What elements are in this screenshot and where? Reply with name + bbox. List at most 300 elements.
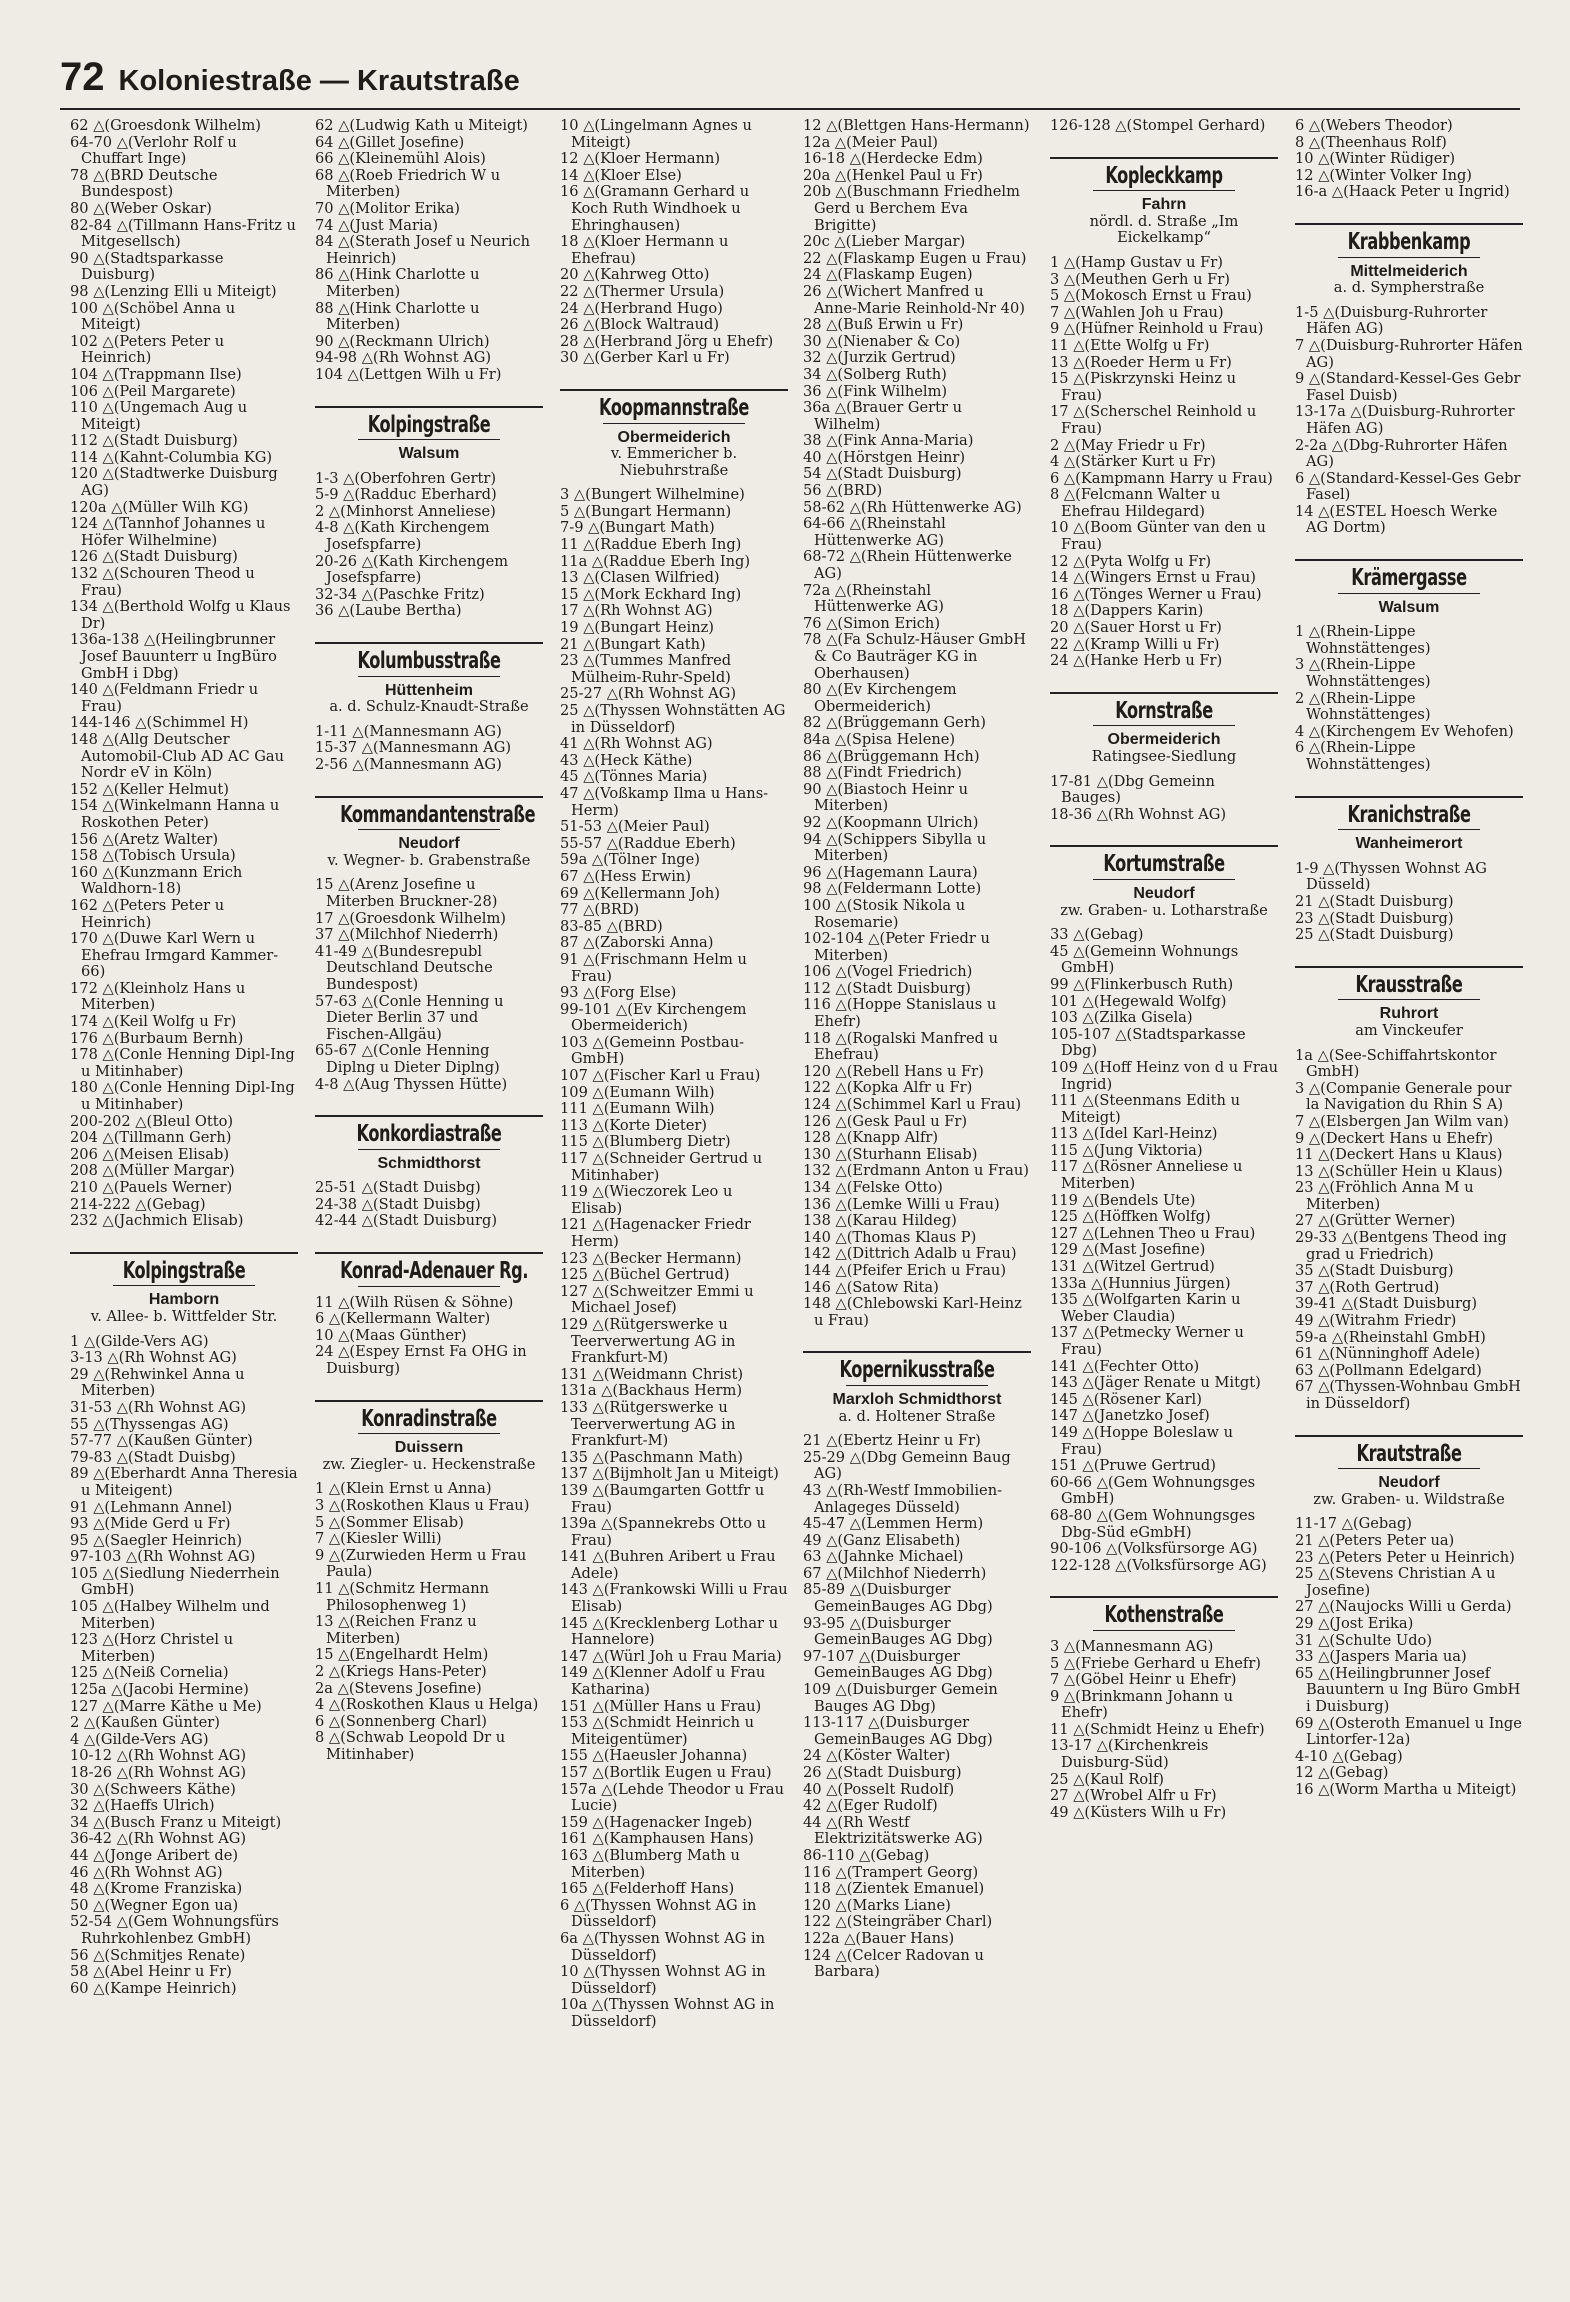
district-name: Obermeiderich bbox=[617, 428, 731, 446]
directory-entry: 69 △(Kellermann Joh) bbox=[560, 884, 720, 902]
directory-entry: 4 △(Roskothen Klaus u Helga) bbox=[315, 1696, 539, 1714]
directory-entry: 94 △(Schippers Sibylla u Miterben) bbox=[803, 830, 987, 865]
page-number: 72 bbox=[60, 55, 105, 99]
directory-entry: 1 △(Gilde-Vers AG) bbox=[70, 1332, 209, 1350]
directory-entry: 20b △(Buschmann Friedhelm Gerd u Berchem Eva Brigitte) bbox=[803, 183, 1020, 234]
directory-entry: 11 △(Ette Wolfg u Fr) bbox=[1050, 336, 1210, 354]
directory-entry: 204 △(Tillmann Gerh) bbox=[70, 1129, 232, 1147]
street-location: zw. Graben- u. Wildstraße bbox=[1313, 1490, 1505, 1508]
directory-entry: 2 △(Kriegs Hans-Peter) bbox=[315, 1662, 487, 1680]
directory-entry: 120a △(Müller Wilh KG) bbox=[70, 498, 249, 516]
directory-entry: 14 △(ESTEL Hoesch Werke AG Dortm) bbox=[1295, 502, 1498, 537]
title-underline bbox=[1093, 1630, 1234, 1631]
directory-entry: 13-17a △(Duisburg-Ruhrorter Häfen AG) bbox=[1295, 403, 1515, 437]
directory-entry: 11 △(Deckert Hans u Klaus) bbox=[1295, 1146, 1503, 1164]
directory-entry: 11-17 △(Gebag) bbox=[1295, 1515, 1412, 1533]
directory-entry: 137 △(Bijmholt Jan u Miteigt) bbox=[560, 1465, 779, 1483]
directory-entry: 135 △(Paschmann Math) bbox=[560, 1448, 743, 1466]
directory-entry: 2 △(May Friedr u Fr) bbox=[1050, 436, 1206, 454]
district-name: Neudorf bbox=[1378, 1474, 1440, 1492]
street-heading-block bbox=[315, 1115, 543, 1172]
directory-entry: 67 △(Hess Erwin) bbox=[560, 867, 691, 885]
directory-entry: 44 △(Rh Westf Elektrizitätswerke AG) bbox=[803, 1813, 983, 1848]
directory-entry: 67 △(Thyssen-Wohnbau GmbH in Düsseldorf) bbox=[1295, 1378, 1521, 1412]
directory-entry: 135 △(Wolfgarten Karin u Weber Claudia) bbox=[1050, 1291, 1241, 1325]
directory-entry: 12 △(Winter Volker Ing) bbox=[1295, 166, 1472, 184]
directory-entry: 32 △(Jurzik Gertrud) bbox=[803, 349, 956, 367]
directory-entry: 163 △(Blumberg Math u Miterben) bbox=[560, 1846, 740, 1881]
directory-entry: 85-89 △(Duisburger GemeinBauges AG Dbg) bbox=[803, 1581, 993, 1616]
directory-entry: 125a △(Jacobi Hermine) bbox=[70, 1681, 249, 1699]
directory-entry: 7 △(Kiesler Willi) bbox=[315, 1530, 442, 1548]
directory-entry: 5 △(Mokosch Ernst u Frau) bbox=[1050, 287, 1252, 305]
directory-entry: 36a △(Brauer Gertr u Wilhelm) bbox=[803, 399, 963, 433]
directory-entry: 51-53 △(Meier Paul) bbox=[560, 818, 710, 836]
directory-entry: 87 △(Zaborski Anna) bbox=[560, 934, 714, 952]
directory-entry: 84 △(Sterath Josef u Neurich Heinrich) bbox=[315, 233, 531, 267]
directory-entry: 26 △(Block Waltraud) bbox=[560, 316, 720, 334]
title-underline bbox=[1093, 725, 1234, 726]
directory-entry: 11 △(Wilh Rüsen & Söhne) bbox=[315, 1293, 514, 1311]
street-heading-block bbox=[315, 1252, 543, 1287]
directory-entry: 100 △(Schöbel Anna u Miteigt) bbox=[70, 299, 236, 334]
directory-entry: 65-67 △(Conle Henning Diplng u Dieter Diplng) bbox=[315, 1042, 500, 1076]
directory-entry: 132 △(Erdmann Anton u Frau) bbox=[803, 1162, 1029, 1180]
district-name: Neudorf bbox=[398, 835, 460, 853]
directory-entry: 58 △(Abel Heinr u Fr) bbox=[70, 1963, 232, 1981]
section-rule bbox=[1295, 1435, 1523, 1437]
directory-entry: 141 △(Fechter Otto) bbox=[1050, 1357, 1200, 1375]
directory-entry: 69 △(Osteroth Emanuel u Inge Lintorfer-12a) bbox=[1295, 1714, 1522, 1749]
directory-entry: 24 △(Köster Walter) bbox=[803, 1747, 951, 1765]
directory-entry: 52-54 △(Gem Wohnungsfürs Ruhrkohlenbez GmbH) bbox=[70, 1913, 279, 1947]
directory-entry: 136a-138 △(Heilingbrunner Josef Bauunterr u IngBüro GmbH i Dbg) bbox=[70, 631, 277, 682]
page-header bbox=[60, 55, 520, 109]
district-name: Duissern bbox=[394, 1439, 464, 1457]
directory-entry: 145 △(Rösener Karl) bbox=[1050, 1390, 1202, 1408]
street-title: Kolpingstraße bbox=[122, 1257, 246, 1284]
street-location: a. d. Sympherstraße bbox=[1333, 279, 1485, 297]
directory-entry: 7 △(Göbel Heinr u Ehefr) bbox=[1050, 1671, 1237, 1689]
directory-entry: 76 △(Simon Erich) bbox=[803, 614, 941, 632]
directory-entry: 105-107 △(Stadtsparkasse Dbg) bbox=[1050, 1025, 1246, 1060]
directory-entry: 102 △(Peters Peter u Heinrich) bbox=[70, 332, 225, 367]
directory-entry: 113 △(Korte Dieter) bbox=[560, 1116, 707, 1134]
street-location: nördl. d. Straße „Im Eickelkamp“ bbox=[1089, 212, 1239, 247]
directory-entry: 13-17 △(Kirchenkreis Duisburg-Süd) bbox=[1050, 1737, 1209, 1772]
directory-entry: 88 △(Hink Charlotte u Miterben) bbox=[315, 299, 480, 334]
directory-entry: 15 △(Arenz Josefine u Miterben Bruckner-28) bbox=[315, 876, 498, 910]
street-heading-block bbox=[315, 406, 543, 463]
directory-entry: 113 △(Idel Karl-Heinz) bbox=[1050, 1125, 1218, 1143]
directory-entry: 10 △(Winter Rüdiger) bbox=[1295, 150, 1456, 168]
district-name: Wanheimerort bbox=[1355, 835, 1463, 853]
directory-entry: 134 △(Berthold Wolfg u Klaus Dr) bbox=[70, 598, 291, 632]
directory-entry: 23 △(Stadt Duisburg) bbox=[1295, 909, 1454, 927]
directory-entry: 20 △(Kahrweg Otto) bbox=[560, 266, 710, 284]
directory-entry: 132 △(Schouren Theod u Frau) bbox=[70, 565, 255, 599]
directory-entry: 46 △(Rh Wohnst AG) bbox=[70, 1863, 223, 1881]
directory-entry: 160 △(Kunzmann Erich Waldhorn-18) bbox=[70, 863, 243, 898]
directory-entry: 125 △(Höffken Wolfg) bbox=[1050, 1208, 1211, 1226]
directory-entry: 120 △(Marks Liane) bbox=[803, 1896, 951, 1914]
directory-entry: 86-110 △(Gebag) bbox=[803, 1846, 930, 1864]
street-heading-block bbox=[1295, 796, 1523, 853]
street-title: Kolumbusstraße bbox=[357, 648, 501, 675]
street-title: Konradinstraße bbox=[361, 1405, 497, 1432]
directory-entry: 39-41 △(Stadt Duisburg) bbox=[1295, 1295, 1478, 1313]
directory-entry: 174 △(Keil Wolfg u Fr) bbox=[70, 1013, 237, 1031]
directory-entry: 5 △(Bungart Hermann) bbox=[560, 502, 732, 520]
directory-entry: 126-128 △(Stompel Gerhard) bbox=[1050, 117, 1266, 134]
street-location: v. Emmericher b. Niebuhrstraße bbox=[610, 445, 738, 479]
directory-entry: 45 △(Gemeinn Wohnungs GmbH) bbox=[1050, 942, 1239, 977]
street-heading-block bbox=[315, 796, 543, 870]
directory-entry: 83-85 △(BRD) bbox=[560, 917, 663, 935]
directory-entry: 121 △(Hagenacker Friedr Herm) bbox=[560, 1216, 751, 1250]
directory-entry: 6a △(Thyssen Wohnst AG in Düsseldorf) bbox=[560, 1929, 766, 1964]
directory-entry: 1-5 △(Duisburg-Ruhrorter Häfen AG) bbox=[1295, 303, 1488, 338]
directory-entry: 27 △(Wrobel Alfr u Fr) bbox=[1050, 1787, 1217, 1805]
directory-entry: 97-103 △(Rh Wohnst AG) bbox=[70, 1548, 256, 1566]
directory-entry: 70 △(Molitor Erika) bbox=[315, 199, 460, 217]
directory-entry: 26 △(Wichert Manfred u Anne-Marie Reinhold-Nr 40) bbox=[803, 282, 1025, 317]
title-underline bbox=[1093, 190, 1234, 191]
directory-entry: 57-63 △(Conle Henning u Dieter Berlin 37 und Fischen-Allgäu) bbox=[315, 992, 504, 1043]
street-location: a. d. Schulz-Knaudt-Straße bbox=[329, 698, 529, 716]
directory-entry: 42 △(Eger Rudolf) bbox=[803, 1797, 938, 1815]
directory-entry: 116 △(Hoppe Stanislaus u Ehefr) bbox=[803, 996, 997, 1031]
street-heading-block bbox=[1295, 223, 1523, 297]
directory-entry: 21 △(Peters Peter ua) bbox=[1295, 1531, 1455, 1549]
street-title: Konrad-Adenauer Rg. bbox=[340, 1258, 529, 1285]
directory-entry: 151 △(Müller Hans u Frau) bbox=[560, 1697, 762, 1715]
directory-entry: 22 △(Kramp Willi u Fr) bbox=[1050, 635, 1220, 653]
directory-entry: 31 △(Schulte Udo) bbox=[1295, 1631, 1433, 1649]
directory-entry: 6 △(Kampmann Harry u Frau) bbox=[1050, 469, 1273, 487]
directory-entry: 128 △(Knapp Alfr) bbox=[803, 1129, 939, 1147]
column-2 bbox=[315, 118, 543, 1764]
section-rule bbox=[315, 1400, 543, 1402]
directory-entry: 127 △(Schweitzer Emmi u Michael Josef) bbox=[560, 1282, 754, 1317]
directory-entry: 140 △(Thomas Klaus P) bbox=[803, 1228, 977, 1246]
column-6 bbox=[1295, 118, 1523, 1798]
directory-entry: 232 △(Jachmich Elisab) bbox=[70, 1212, 244, 1230]
directory-entry: 55 △(Thyssengas AG) bbox=[70, 1415, 229, 1433]
section-rule bbox=[803, 1351, 1031, 1353]
directory-entry: 7 △(Duisburg-Ruhrorter Häfen AG) bbox=[1295, 336, 1523, 371]
title-underline bbox=[358, 829, 499, 830]
directory-entry: 148 △(Allg Deutscher Automobil-Club AD AC Gau Nordr eV in Köln) bbox=[70, 730, 285, 782]
directory-entry: 33 △(Jaspers Maria ua) bbox=[1295, 1648, 1467, 1666]
directory-entry: 74 △(Just Maria) bbox=[315, 216, 439, 234]
directory-entry: 10 △(Thyssen Wohnst AG in Düsseldorf) bbox=[560, 1963, 766, 1997]
directory-entry: 23 △(Peters Peter u Heinrich) bbox=[1295, 1548, 1515, 1566]
directory-entry: 1 △(Hamp Gustav u Fr) bbox=[1050, 253, 1223, 271]
directory-entry: 156 △(Aretz Walter) bbox=[70, 830, 219, 848]
directory-entry: 3 △(Meuthen Gerh u Fr) bbox=[1050, 270, 1230, 288]
street-heading-block bbox=[315, 642, 543, 716]
directory-entry: 38 △(Fink Anna-Maria) bbox=[803, 432, 974, 450]
directory-entry: 10 △(Lingelmann Agnes u Miteigt) bbox=[560, 117, 752, 151]
directory-entry: 137 △(Petmecky Werner u Frau) bbox=[1050, 1324, 1244, 1358]
directory-entry: 119 △(Wieczorek Leo u Elisab) bbox=[560, 1183, 733, 1217]
directory-entry: 23 △(Fröhlich Anna M u Miterben) bbox=[1295, 1179, 1474, 1213]
directory-entry: 28 △(Buß Erwin u Fr) bbox=[803, 316, 964, 334]
directory-entry: 5 △(Friebe Gerhard u Ehefr) bbox=[1050, 1654, 1261, 1672]
directory-entry: 29-33 △(Bentgens Theod ing grad u Friedrich) bbox=[1295, 1229, 1507, 1263]
directory-entry: 20-26 △(Kath Kirchengem Josefspfarre) bbox=[315, 552, 509, 587]
directory-entry: 152 △(Keller Helmut) bbox=[70, 780, 229, 798]
district-name: Walsum bbox=[398, 445, 460, 463]
directory-entry: 58-62 △(Rh Hüttenwerke AG) bbox=[803, 498, 1022, 516]
title-underline bbox=[358, 1149, 499, 1150]
directory-entry: 67 △(Milchhof Niederrh) bbox=[803, 1564, 987, 1582]
directory-entry: 1-3 △(Oberfohren Gertr) bbox=[315, 469, 497, 487]
directory-entry: 7 △(Elsbergen Jan Wilm van) bbox=[1295, 1112, 1509, 1130]
directory-entry: 172 △(Kleinholz Hans u Miterben) bbox=[70, 979, 246, 1014]
directory-entry: 6 △(Webers Theodor) bbox=[1295, 117, 1453, 134]
directory-entry: 9 △(Brinkmann Johann u Ehefr) bbox=[1050, 1687, 1233, 1722]
section-rule bbox=[315, 796, 543, 798]
directory-entry: 103 △(Gemeinn Postbau-GmbH) bbox=[560, 1033, 745, 1068]
directory-entry: 123 △(Horz Christel u Miterben) bbox=[70, 1631, 234, 1665]
directory-entry: 5-9 △(Radduc Eberhard) bbox=[315, 486, 497, 504]
directory-entry: 56 △(BRD) bbox=[803, 482, 883, 500]
directory-entry: 23 △(Tummes Manfred Mülheim-Ruhr-Speld) bbox=[560, 652, 732, 686]
directory-entry: 119 △(Bendels Ute) bbox=[1050, 1191, 1196, 1209]
directory-entry: 155 △(Haeusler Johanna) bbox=[560, 1747, 748, 1765]
directory-entry: 16 △(Gramann Gerhard u Koch Ruth Windhoek u Ehringhausen) bbox=[560, 183, 750, 234]
directory-entry: 178 △(Conle Henning Dipl-Ing u Mitinhaber) bbox=[70, 1046, 295, 1080]
page-title: Koloniestraße — Krautstraße bbox=[118, 65, 520, 97]
directory-entry: 68-80 △(Gem Wohnungsges Dbg-Süd eGmbH) bbox=[1050, 1506, 1256, 1541]
street-heading-block bbox=[1295, 559, 1523, 616]
directory-entry: 149 △(Hoppe Boleslaw u Frau) bbox=[1050, 1423, 1234, 1458]
directory-entry: 11a △(Raddue Eberh Ing) bbox=[560, 552, 751, 570]
directory-entry: 18 △(Kloer Hermann u Ehefrau) bbox=[560, 233, 729, 267]
directory-entry: 123 △(Becker Hermann) bbox=[560, 1249, 742, 1267]
directory-entry: 90 △(Reckmann Ulrich) bbox=[315, 332, 490, 350]
directory-entry: 143 △(Jäger Renate u Mitgt) bbox=[1050, 1374, 1261, 1392]
title-underline bbox=[358, 1433, 499, 1434]
directory-entry: 99 △(Flinkerbusch Ruth) bbox=[1050, 975, 1234, 993]
column-4 bbox=[803, 118, 1031, 1981]
title-underline bbox=[846, 1385, 987, 1386]
directory-entry: 49 △(Ganz Elisabeth) bbox=[803, 1531, 961, 1549]
directory-entry: 124 △(Schimmel Karl u Frau) bbox=[803, 1096, 1022, 1114]
directory-entry: 10 △(Boom Günter van den u Frau) bbox=[1050, 519, 1266, 554]
directory-entry: 86 △(Hink Charlotte u Miterben) bbox=[315, 266, 480, 300]
directory-entry: 49 △(Küsters Wilh u Fr) bbox=[1050, 1803, 1227, 1821]
directory-entry: 78 △(BRD Deutsche Bundespost) bbox=[70, 166, 218, 201]
directory-entry: 32 △(Haeffs Ulrich) bbox=[70, 1797, 215, 1815]
directory-entry: 139a △(Spannekrebs Otto u Frau) bbox=[560, 1515, 767, 1549]
directory-entry: 141 △(Buhren Aribert u Frau Adele) bbox=[560, 1548, 776, 1582]
directory-entry: 3-13 △(Rh Wohnst AG) bbox=[70, 1349, 237, 1367]
directory-entry: 4-8 △(Kath Kirchengem Josefspfarre) bbox=[315, 519, 490, 554]
directory-entry: 111 △(Eumann Wilh) bbox=[560, 1100, 715, 1118]
column-1 bbox=[70, 118, 298, 1997]
directory-entry: 25 △(Kaul Rolf) bbox=[1050, 1770, 1164, 1788]
street-location: zw. Graben- u. Lotharstraße bbox=[1060, 901, 1268, 919]
directory-entry: 28 △(Herbrand Jörg u Ehefr) bbox=[560, 332, 774, 350]
directory-entry: 56 △(Schmitjes Renate) bbox=[70, 1946, 246, 1964]
directory-entry: 94-98 △(Rh Wohnst AG) bbox=[315, 349, 492, 367]
header-rule bbox=[60, 108, 1520, 110]
directory-entry: 113-117 △(Duisburger GemeinBauges AG Dbg) bbox=[803, 1714, 993, 1748]
district-name: Marxloh Schmidthorst bbox=[832, 1390, 1002, 1408]
directory-entry: 200-202 △(Bleul Otto) bbox=[70, 1112, 234, 1130]
directory-entry: 133 △(Rütgerswerke u Teerverwertung AG in Frankfurt-M) bbox=[560, 1398, 736, 1450]
section-rule bbox=[315, 406, 543, 408]
directory-entry: 6 △(Thyssen Wohnst AG in Düsseldorf) bbox=[560, 1896, 757, 1931]
directory-entry: 49 △(Witrahm Friedr) bbox=[1295, 1312, 1457, 1330]
directory-entry: 86 △(Brüggemann Hch) bbox=[803, 747, 980, 765]
directory-entry: 157 △(Bortlik Eugen u Frau) bbox=[560, 1764, 772, 1781]
directory-entry: 68 △(Roeb Friedrich W u Miterben) bbox=[315, 166, 501, 201]
directory-entry: 82-84 △(Tillmann Hans-Fritz u Mitgesellsch) bbox=[70, 216, 296, 251]
directory-entry: 33 △(Gebag) bbox=[1050, 926, 1144, 944]
section-rule bbox=[315, 1115, 543, 1117]
directory-entry: 50 △(Wegner Egon ua) bbox=[70, 1896, 239, 1914]
directory-entry: 105 △(Siedlung Niederrhein GmbH) bbox=[70, 1564, 280, 1599]
directory-entry: 153 △(Schmidt Heinrich u Miteigentümer) bbox=[560, 1714, 755, 1748]
title-underline bbox=[1093, 879, 1234, 880]
directory-entry: 206 △(Meisen Elisab) bbox=[70, 1145, 230, 1163]
directory-entry: 31-53 △(Rh Wohnst AG) bbox=[70, 1398, 247, 1416]
directory-entry: 138 △(Karau Hildeg) bbox=[803, 1212, 957, 1230]
directory-entry: 10 △(Maas Günther) bbox=[315, 1326, 467, 1344]
district-name: Hamborn bbox=[148, 1291, 220, 1309]
directory-entry: 15 △(Mork Eckhard Ing) bbox=[560, 585, 742, 603]
directory-entry: 126 △(Stadt Duisburg) bbox=[70, 548, 238, 566]
directory-entry: 4 △(Gilde-Vers AG) bbox=[70, 1730, 209, 1748]
directory-entry: 147 △(Janetzko Josef) bbox=[1050, 1407, 1210, 1425]
directory-entry: 13 △(Reichen Franz u Miterben) bbox=[315, 1613, 477, 1647]
title-underline bbox=[1338, 999, 1479, 1000]
street-title: Kopernikusstraße bbox=[839, 1357, 995, 1384]
directory-entry: 12 △(Blettgen Hans-Hermann) bbox=[803, 117, 1030, 134]
directory-entry: 3 △(Rhein-Lippe Wohnstättenges) bbox=[1295, 656, 1431, 691]
directory-entry: 112 △(Stadt Duisburg) bbox=[803, 979, 971, 997]
directory-entry: 12 △(Gebag) bbox=[1295, 1764, 1389, 1782]
directory-entry: 8 △(Theenhaus Rolf) bbox=[1295, 133, 1447, 151]
directory-entry: 131 △(Witzel Gertrud) bbox=[1050, 1258, 1215, 1276]
directory-entry: 122a △(Bauer Hans) bbox=[803, 1929, 955, 1947]
section-rule bbox=[1050, 845, 1278, 847]
directory-entry: 54 △(Stadt Duisburg) bbox=[803, 465, 962, 483]
directory-entry: 122 △(Steingräber Charl) bbox=[803, 1913, 993, 1931]
directory-entry: 24 △(Flaskamp Eugen) bbox=[803, 266, 973, 284]
directory-entry: 146 △(Satow Rita) bbox=[803, 1278, 939, 1296]
directory-entry: 27 △(Naujocks Willi u Gerda) bbox=[1295, 1598, 1512, 1616]
directory-entry: 84a △(Spisa Helene) bbox=[803, 730, 956, 748]
directory-entry: 16-a △(Haack Peter u Ingrid) bbox=[1295, 183, 1510, 201]
directory-entry: 4-10 △(Gebag) bbox=[1295, 1747, 1403, 1765]
street-heading-block bbox=[803, 1351, 1031, 1425]
directory-entry: 24 △(Hanke Herb u Fr) bbox=[1050, 652, 1223, 670]
directory-entry: 13 △(Clasen Wilfried) bbox=[560, 569, 720, 587]
directory-entry: 25 △(Stevens Christian A u Josefine) bbox=[1295, 1565, 1496, 1599]
street-title: Kortumstraße bbox=[1103, 851, 1225, 878]
district-name: Neudorf bbox=[1133, 884, 1195, 902]
street-title: Konkordiastraße bbox=[356, 1121, 502, 1148]
directory-entry: 65 △(Heilingbrunner Josef Bauuntern u Ing Büro GmbH i Duisburg) bbox=[1295, 1664, 1521, 1715]
street-location: a. d. Holtener Straße bbox=[838, 1407, 996, 1425]
directory-entry: 210 △(Pauels Werner) bbox=[70, 1179, 233, 1196]
directory-entry: 106 △(Vogel Friedrich) bbox=[803, 963, 973, 981]
directory-entry: 21 △(Stadt Duisburg) bbox=[1295, 892, 1454, 910]
district-name: Walsum bbox=[1378, 598, 1440, 616]
section-rule bbox=[1295, 559, 1523, 561]
directory-entry: 159 △(Hagenacker Ingeb) bbox=[560, 1813, 753, 1831]
directory-entry: 98 △(Feldermann Lotte) bbox=[803, 880, 982, 898]
street-heading-block bbox=[1295, 966, 1523, 1040]
street-heading-block bbox=[1050, 1596, 1278, 1631]
directory-entry: 107 △(Fischer Karl u Frau) bbox=[560, 1067, 761, 1085]
directory-entry: 6 △(Rhein-Lippe Wohnstättenges) bbox=[1295, 739, 1431, 773]
directory-entry: 133a △(Hunnius Jürgen) bbox=[1050, 1274, 1231, 1292]
section-rule bbox=[315, 642, 543, 644]
directory-entry: 14 △(Kloer Else) bbox=[560, 166, 682, 184]
directory-entry: 11 △(Schmidt Heinz u Ehefr) bbox=[1050, 1720, 1265, 1738]
title-underline bbox=[1338, 257, 1479, 258]
street-title: Krämergasse bbox=[1351, 565, 1467, 592]
column-3 bbox=[560, 118, 788, 2031]
directory-entry: 36-42 △(Rh Wohnst AG) bbox=[70, 1830, 247, 1848]
directory-entry: 161 △(Kamphausen Hans) bbox=[560, 1830, 754, 1848]
directory-entry: 144 △(Pfeifer Erich u Frau) bbox=[803, 1261, 1007, 1279]
column-5 bbox=[1050, 118, 1278, 1821]
directory-entry: 147 △(Würl Joh u Frau Maria) bbox=[560, 1647, 782, 1665]
street-title: Kolpingstraße bbox=[367, 411, 491, 438]
street-location: v. Wegner- b. Grabenstraße bbox=[327, 851, 531, 869]
directory-entry: 127 △(Lehnen Theo u Frau) bbox=[1050, 1224, 1256, 1242]
title-underline bbox=[1338, 1468, 1479, 1469]
directory-entry: 59a △(Tölner Inge) bbox=[560, 851, 700, 869]
directory-entry: 9 △(Zurwieden Herm u Frau Paula) bbox=[315, 1546, 527, 1581]
directory-entry: 29 △(Rehwinkel Anna u Miterben) bbox=[70, 1365, 245, 1400]
directory-entry: 36 △(Laube Bertha) bbox=[315, 602, 462, 620]
directory-entry: 90 △(Biastoch Heinr u Miterben) bbox=[803, 780, 969, 815]
directory-entry: 20a △(Henkel Paul u Fr) bbox=[803, 166, 983, 184]
street-heading-block bbox=[1050, 692, 1278, 766]
directory-entry: 2 △(Kaußen Günter) bbox=[70, 1714, 220, 1732]
directory-entry: 102-104 △(Peter Friedr u Miterben) bbox=[803, 930, 990, 964]
directory-entry: 21 △(Bungart Kath) bbox=[560, 635, 706, 653]
directory-entry: 11 △(Raddue Eberh Ing) bbox=[560, 536, 742, 554]
street-location: v. Allee- b. Wittfelder Str. bbox=[90, 1307, 278, 1325]
directory-entry: 89 △(Eberhardt Anna Theresia u Miteigent) bbox=[70, 1465, 298, 1499]
directory-entry: 158 △(Tobisch Ursula) bbox=[70, 847, 236, 865]
directory-entry: 34 △(Busch Franz u Miteigt) bbox=[70, 1813, 282, 1831]
street-heading-block bbox=[1050, 845, 1278, 919]
street-heading-block bbox=[1295, 1435, 1523, 1509]
directory-entry: 57-77 △(Kaußen Günter) bbox=[70, 1432, 253, 1450]
directory-entry: 6 △(Kellermann Walter) bbox=[315, 1310, 491, 1328]
directory-entry: 131a △(Backhaus Herm) bbox=[560, 1382, 743, 1400]
directory-entry: 16 △(Worm Martha u Miteigt) bbox=[1295, 1780, 1517, 1798]
directory-entry: 64 △(Gillet Josefine) bbox=[315, 133, 465, 151]
directory-entry: 180 △(Conle Henning Dipl-Ing u Mitinhaber) bbox=[70, 1079, 295, 1114]
directory-entry: 104 △(Lettgen Wilh u Fr) bbox=[315, 365, 502, 383]
directory-entry: 8 △(Felcmann Walter u Ehefrau Hildegard) bbox=[1050, 486, 1221, 520]
directory-entry: 154 △(Winkelmann Hanna u Roskothen Peter) bbox=[70, 797, 280, 831]
district-name: Hüttenheim bbox=[385, 681, 473, 699]
directory-entry: 126 △(Gesk Paul u Fr) bbox=[803, 1112, 968, 1130]
directory-entry: 27 △(Grütter Werner) bbox=[1295, 1212, 1456, 1230]
